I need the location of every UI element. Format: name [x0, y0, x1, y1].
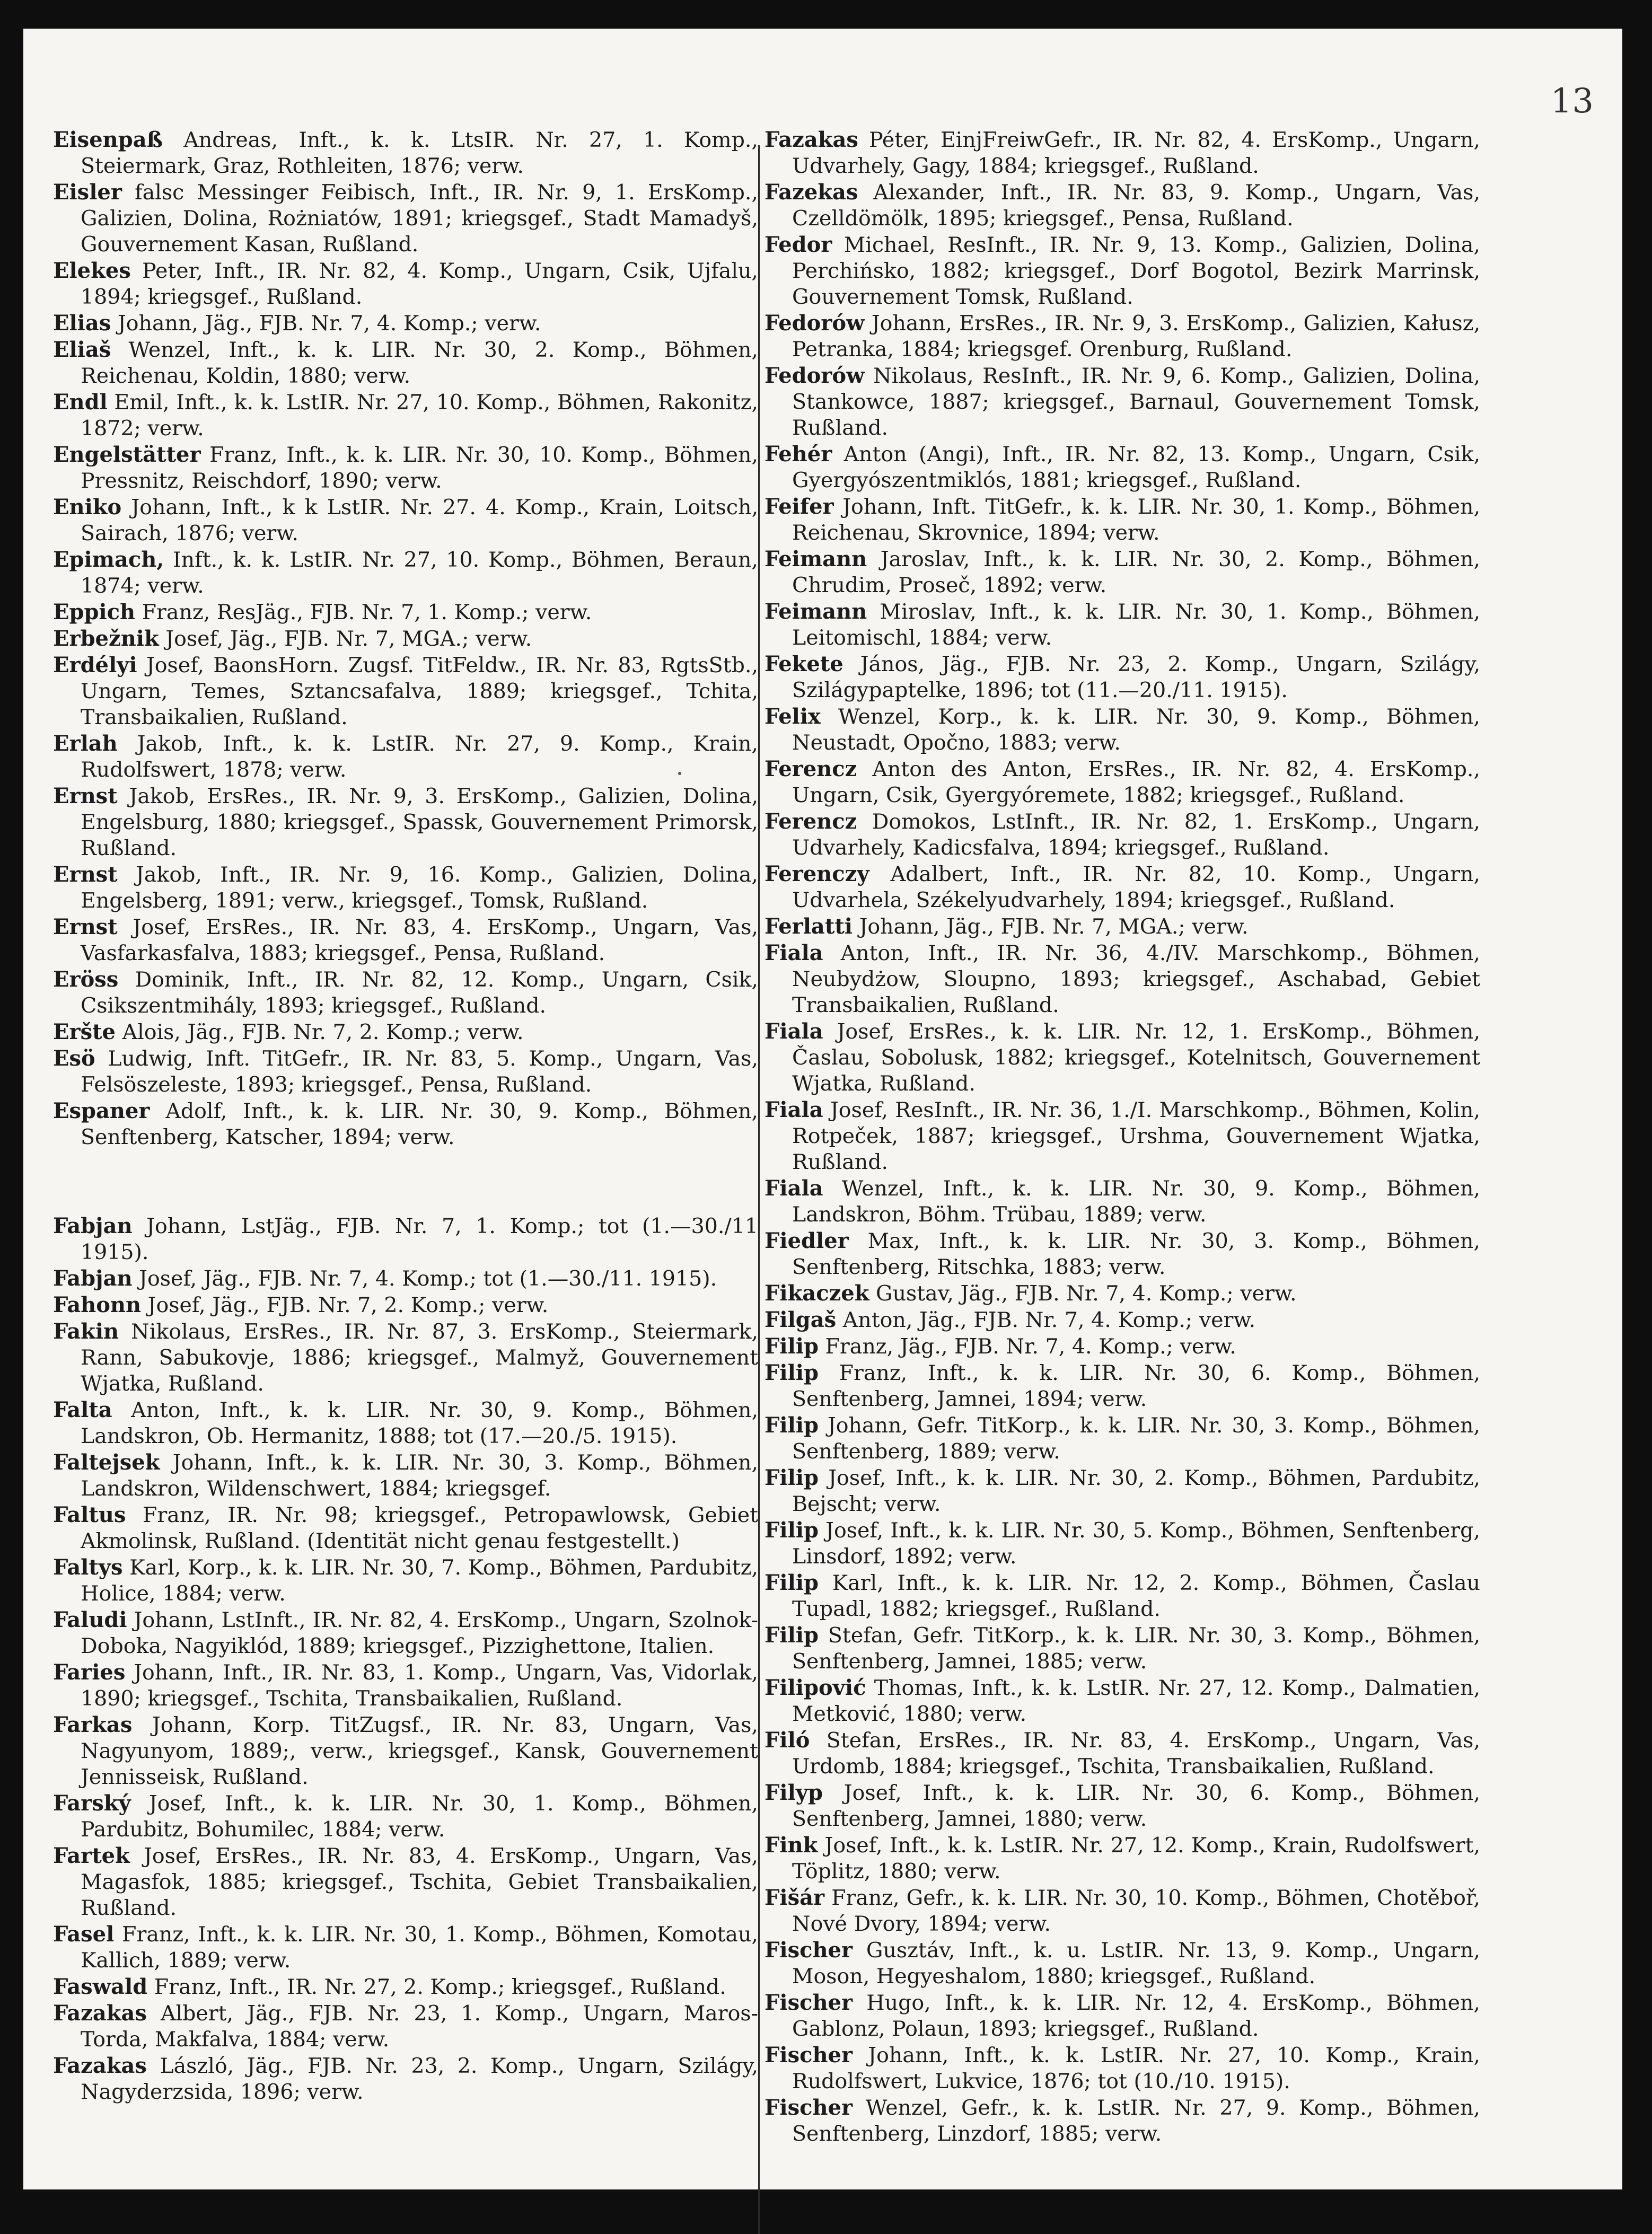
entry-surname: Eršte: [53, 1019, 116, 1044]
entry-surname: Fazekas: [765, 180, 858, 205]
entry-surname: Fazakas: [53, 2053, 147, 2078]
register-entry: [53, 442, 758, 494]
entry-surname: Fink: [765, 1833, 818, 1858]
left-column: [53, 127, 758, 2105]
register-entry: [53, 127, 758, 179]
register-entry: [53, 1213, 758, 1265]
entry-details: Anton des Anton, ErsRes., IR. Nr. 82, 4. ErsKomp., Ungarn, Csik, Gyergyóremete, 1882; kriegsgef., Rußland.: [792, 757, 1480, 807]
entry-details: Anton, Inft., k. k. LIR. Nr. 30, 9. Komp., Böhmen, Landskron, Ob. Hermanitz, 1888; tot (17.—20./5. 1915).: [81, 1398, 758, 1448]
entry-details: Johann, Inft. TitGefr., k. k. LIR. Nr. 30, 1. Komp., Böhmen, Reichenau, Skrovnice, 1894; verw.: [792, 495, 1480, 545]
register-entry: [765, 940, 1480, 1018]
entry-surname: Filip: [765, 1465, 819, 1490]
entry-details: Franz, Gefr., k. k. LIR. Nr. 30, 10. Komp., Böhmen, Chotěboř, Nové Dvory, 1894; verw.: [792, 1886, 1480, 1936]
entry-surname: Faltys: [53, 1555, 123, 1580]
register-entry: [53, 1554, 758, 1607]
register-entry: [53, 337, 758, 389]
entry-surname: Espaner: [53, 1098, 150, 1123]
register-entry: [765, 1990, 1480, 2042]
register-entry: [53, 1502, 758, 1554]
entry-surname: Fazakas: [53, 2001, 147, 2026]
register-entry: [765, 1412, 1480, 1465]
register-entry: [765, 1307, 1480, 1333]
register-entry: [765, 913, 1480, 940]
entry-surname: Farský: [53, 1791, 131, 1816]
entry-details: Michael, ResInft., IR. Nr. 9, 13. Komp., Galizien, Dolina, Perchińsko, 1882; kriegsgef., Dorf Bogotol, Bezirk Marrinsk, Gouvernement Tomsk, Rußland.: [792, 233, 1480, 309]
entry-surname: Falta: [53, 1397, 112, 1422]
entry-surname: Fabjan: [53, 1213, 133, 1238]
entry-details: Wenzel, Korp., k. k. LIR. Nr. 30, 9. Komp., Böhmen, Neustadt, Opočno, 1883; verw.: [792, 705, 1480, 755]
register-entry: [765, 703, 1480, 756]
entry-details: Josef, Inft., k. k. LIR. Nr. 30, 2. Komp., Böhmen, Pardubitz, Bejscht; verw.: [792, 1466, 1480, 1516]
entry-surname: Feimann: [765, 547, 867, 571]
entry-surname: Fischer: [765, 1938, 853, 1963]
register-entry: [765, 441, 1480, 494]
register-entry: [53, 2053, 758, 2105]
entry-surname: Filip: [765, 1518, 819, 1543]
entry-surname: Faludi: [53, 1607, 127, 1632]
register-entry: [765, 127, 1480, 179]
register-entry: [765, 1175, 1480, 1228]
register-entry: [765, 363, 1480, 441]
entry-surname: Fiala: [765, 1019, 823, 1044]
entry-details: Andreas, Inft., k. k. LtsIR. Nr. 27, 1. Komp., Steiermark, Graz, Rothleiten, 1876; verw.: [81, 128, 758, 178]
entry-surname: Faltejsek: [53, 1450, 160, 1475]
register-entry: [765, 2095, 1480, 2147]
register-entry: [765, 1018, 1480, 1097]
register-entry: [53, 1659, 758, 1712]
register-entry: [53, 389, 758, 442]
entry-surname: Felix: [765, 704, 821, 729]
register-entry: [53, 310, 758, 337]
register-entry: [53, 914, 758, 966]
entry-details: Anton, Jäg., FJB. Nr. 7, 4. Komp.; verw.: [842, 1308, 1256, 1332]
register-entry: [53, 783, 758, 861]
entry-surname: Fedor: [765, 232, 832, 257]
entry-details: Josef, ErsRes., k. k. LIR. Nr. 12, 1. ErsKomp., Böhmen, Časlau, Sobolusk, 1882; kriegsgef., Kotelnitsch, Gouvernement Wjatka, Rußland.: [792, 1019, 1480, 1096]
entry-surname: Elias: [53, 311, 111, 336]
entry-surname: Filipović: [765, 1675, 866, 1700]
register-entry: [765, 1333, 1480, 1360]
entry-details: Johann, Inft., k k LstIR. Nr. 27. 4. Komp., Krain, Loitsch, Sairach, 1876; verw.: [81, 495, 758, 546]
column-divider: [758, 145, 760, 2234]
entry-surname: Farkas: [53, 1712, 133, 1737]
entry-surname: Ferlatti: [765, 914, 853, 939]
entry-details: Dominik, Inft., IR. Nr. 82, 12. Komp., Ungarn, Csik, Csikszentmihály, 1893; kriegsgef., Rußland.: [81, 968, 758, 1018]
entry-details: Emil, Inft., k. k. LstIR. Nr. 27, 10. Komp., Böhmen, Rakonitz, 1872; verw.: [81, 390, 758, 441]
register-entry: [53, 599, 758, 626]
entry-details: Franz, Inft., k. k. LIR. Nr. 30, 1. Komp., Böhmen, Komotau, Kallich, 1889; verw.: [81, 1922, 758, 1973]
entry-details: Anton, Inft., IR. Nr. 36, 4./IV. Marschkomp., Böhmen, Neubydżow, Sloupno, 1893; kriegsgef., Aschabad, Gebiet Transbaikalien, Rußland.: [792, 941, 1480, 1017]
register-entry: [53, 1607, 758, 1659]
entry-details: Karl, Inft., k. k. LIR. Nr. 12, 2. Komp., Böhmen, Časlau Tupadl, 1882; kriegsgef., Rußland.: [792, 1571, 1480, 1621]
entry-details: Josef, Jäg., FJB. Nr. 7, 2. Komp.; verw.: [147, 1293, 549, 1317]
entry-surname: Eisenpaß: [53, 127, 163, 152]
register-entry: [765, 599, 1480, 651]
entry-surname: Eppich: [53, 600, 136, 625]
entry-surname: Faries: [53, 1660, 126, 1685]
register-entry: [53, 1019, 758, 1045]
entry-surname: Eniko: [53, 495, 122, 520]
entry-details: László, Jäg., FJB. Nr. 23, 2. Komp., Ungarn, Szilágy, Nagyderzsida, 1896; verw.: [81, 2054, 758, 2104]
register-entry: [53, 2000, 758, 2053]
register-entry: [53, 1712, 758, 1790]
register-entry: [765, 1937, 1480, 1990]
entry-details: Johann, Jäg., FJB. Nr. 7, MGA.; verw.: [859, 914, 1249, 939]
right-column: [765, 127, 1480, 2147]
entry-surname: Faswald: [53, 1974, 148, 1999]
entry-surname: Ernst: [53, 862, 118, 887]
entry-surname: Fischer: [765, 2043, 853, 2068]
entry-surname: Elekes: [53, 258, 131, 283]
register-entry: [53, 1292, 758, 1318]
entry-details: Péter, EinjFreiwGefr., IR. Nr. 82, 4. ErsKomp., Ungarn, Udvarhely, Gagy, 1884; kriegsgef., Rußland.: [792, 128, 1480, 178]
register-entry: [765, 1570, 1480, 1622]
register-entry: [765, 1832, 1480, 1885]
register-entry: [765, 1727, 1480, 1780]
entry-details: Wenzel, Gefr., k. k. LstIR. Nr. 27, 9. Komp., Böhmen, Senftenberg, Linzdorf, 1885; verw.: [792, 2096, 1480, 2146]
entry-surname: Engelstätter: [53, 442, 201, 467]
entry-surname: Fischer: [765, 2095, 853, 2120]
entry-details: Franz, Inft., k. k. LIR. Nr. 30, 6. Komp., Böhmen, Senftenberg, Jamnei, 1894; verw.: [792, 1361, 1481, 1411]
entry-details: Nikolaus, ResInft., IR. Nr. 9, 6. Komp., Galizien, Dolina, Stankowce, 1887; kriegsgef., Barnaul, Gouvernement Tomsk, Rußland.: [792, 364, 1481, 440]
entry-surname: Erlah: [53, 731, 118, 756]
register-entry: [765, 1097, 1480, 1175]
entry-surname: Erdélyi: [53, 653, 137, 678]
entry-details: Alexander, Inft., IR. Nr. 83, 9. Komp., Ungarn, Vas, Czelldömölk, 1895; kriegsgef., Pensa, Rußland.: [792, 180, 1480, 231]
register-entry: [765, 808, 1480, 861]
entry-surname: Fehér: [765, 442, 832, 467]
entry-details: Franz, Inft., k. k. LIR. Nr. 30, 10. Komp., Böhmen, Pressnitz, Reischdorf, 1890; verw.: [81, 443, 758, 493]
register-entry: [53, 547, 758, 599]
entry-surname: Feifer: [765, 494, 834, 519]
entry-details: Josef, BaonsHorn. Zugsf. TitFeldw., IR. Nr. 83, RgtsStb., Ungarn, Temes, Sztancsafalva, 1889; kriegsgef., Tchita, Transbaikalien, Rußland.: [81, 653, 758, 729]
entry-details: Gustav, Jäg., FJB. Nr. 7, 4. Komp.; verw.: [876, 1281, 1297, 1306]
entry-surname: Filip: [765, 1570, 819, 1595]
register-entry: [765, 179, 1480, 232]
entry-surname: Fedorów: [765, 311, 865, 336]
entry-surname: Feimann: [765, 599, 867, 624]
entry-details: Stefan, Gefr. TitKorp., k. k. LIR. Nr. 30, 3. Komp., Böhmen, Senftenberg, Jamnei, 1885; verw.: [792, 1623, 1481, 1674]
register-entry: [53, 652, 758, 731]
entry-details: Gusztáv, Inft., k. u. LstIR. Nr. 13, 9. Komp., Ungarn, Moson, Hegyeshalom, 1880; kriegsgef., Rußland.: [792, 1938, 1480, 1989]
entry-details: Karl, Korp., k. k. LIR. Nr. 30, 7. Komp., Böhmen, Pardubitz, Holice, 1884; verw.: [81, 1555, 758, 1606]
entry-surname: Ferencz: [765, 809, 857, 834]
register-entry: [765, 651, 1480, 703]
register-entry: [765, 1675, 1480, 1727]
entry-surname: Filip: [765, 1334, 819, 1359]
register-entry: [765, 756, 1480, 808]
entry-surname: Fikaczek: [765, 1281, 869, 1306]
entry-surname: Eliaš: [53, 337, 111, 362]
register-entry: [53, 1449, 758, 1502]
register-entry: [765, 1465, 1480, 1517]
entry-details: Johann, Gefr. TitKorp., k. k. LIR. Nr. 30, 3. Komp., Böhmen, Senftenberg, 1889; verw.: [792, 1413, 1481, 1464]
entry-details: Josef, Inft., k. k. LstIR. Nr. 27, 12. Komp., Krain, Rudolfswert, Töplitz, 1880; verw.: [792, 1833, 1480, 1884]
entry-surname: Endl: [53, 390, 108, 415]
entry-details: Ludwig, Inft. TitGefr., IR. Nr. 83, 5. Komp., Ungarn, Vas, Felsöszeleste, 1893; kriegsgef., Pensa, Rußland.: [81, 1046, 758, 1097]
entry-surname: Filip: [765, 1623, 819, 1648]
entry-surname: Filyp: [765, 1780, 823, 1805]
entry-surname: Ferenczy: [765, 861, 869, 886]
entry-details: Jakob, Inft., k. k. LstIR. Nr. 27, 9. Komp., Krain, Rudolfswert, 1878; verw.: [81, 732, 758, 782]
entry-details: Anton (Angi), Inft., IR. Nr. 82, 13. Komp., Ungarn, Csik, Gyergyószentmiklós, 1881; kriegsgef., Rußland.: [792, 442, 1480, 492]
entry-details: Josef, Jäg., FJB. Nr. 7, MGA.; verw.: [165, 627, 532, 651]
entry-details: Nikolaus, ErsRes., IR. Nr. 87, 3. ErsKomp., Steiermark, Rann, Sabukovje, 1886; kriegsgef., Malmyž, Gouvernement Wjatka, Rußland.: [81, 1320, 759, 1396]
section-gap: [53, 1150, 758, 1213]
entry-surname: Ernst: [53, 784, 118, 808]
entry-details: Johann, LstInft., IR. Nr. 82, 4. ErsKomp., Ungarn, Szolnok-Doboka, Nagyiklód, 1889; kriegsgef., Pizzighettone, Italien.: [81, 1608, 758, 1658]
register-entry: [53, 1045, 758, 1098]
entry-details: János, Jäg., FJB. Nr. 23, 2. Komp., Ungarn, Szilágy, Szilágypaptelke, 1896; tot (11.—20./11. 1915).: [792, 652, 1480, 702]
register-entry: [53, 1921, 758, 1974]
page-number: 13: [1550, 82, 1594, 121]
entry-surname: Ferencz: [765, 757, 857, 781]
register-entry: [53, 966, 758, 1019]
entry-details: Josef, Inft., k. k. LIR. Nr. 30, 5. Komp., Böhmen, Senftenberg, Linsdorf, 1892; verw.: [792, 1518, 1480, 1569]
register-entry: [53, 626, 758, 652]
entry-surname: Faltus: [53, 1502, 126, 1527]
register-entry: [765, 1228, 1480, 1280]
register-entry: [53, 258, 758, 310]
register-entry: [765, 1280, 1480, 1307]
entry-details: Josef, ErsRes., IR. Nr. 83, 4. ErsKomp., Ungarn, Vas, Magasfok, 1885; kriegsgef., Tschita, Gebiet Transbaikalien, Rußland.: [81, 1844, 758, 1920]
entry-surname: Filip: [765, 1360, 819, 1385]
entry-details: Miroslav, Inft., k. k. LIR. Nr. 30, 1. Komp., Böhmen, Leitomischl, 1884; verw.: [792, 600, 1481, 650]
entry-surname: Fischer: [765, 1990, 853, 2015]
entry-details: Thomas, Inft., k. k. LstIR. Nr. 27, 12. Komp., Dalmatien, Metković, 1880; verw.: [792, 1676, 1481, 1726]
entry-details: falsc Messinger Feibisch, Inft., IR. Nr. 9, 1. ErsKomp., Galizien, Dolina, Rożniatów, 1891; kriegsgef., Stadt Mamadyš, Gouvernement Kasan, Rußland.: [81, 180, 758, 257]
entry-surname: Esö: [53, 1046, 95, 1071]
entry-surname: Fiala: [765, 1097, 823, 1122]
register-entry: [765, 1360, 1480, 1412]
entry-details: Josef, Inft., k. k. LIR. Nr. 30, 6. Komp., Böhmen, Senftenberg, Jamnei, 1880; verw.: [792, 1781, 1480, 1831]
book-page: [23, 29, 1622, 2189]
entry-details: Johann, Korp. TitZugsf., IR. Nr. 83, Ungarn, Vas, Nagyunyom, 1889;, verw., kriegsgef., Kansk, Gouvernement Jennisseisk, Rußland.: [81, 1713, 758, 1789]
register-entry: [53, 1397, 758, 1449]
register-entry: [53, 1843, 758, 1921]
entry-details: Josef, ErsRes., IR. Nr. 83, 4. ErsKomp., Ungarn, Vas, Vasfarkasfalva, 1883; kriegsgef., Pensa, Rußland.: [81, 915, 758, 965]
entry-details: Johann, Inft., k. k. LstIR. Nr. 27, 10. Komp., Krain, Rudolfswert, Lukvice, 1876; tot (10./10. 1915).: [792, 2043, 1480, 2094]
entry-surname: Erbežnik: [53, 626, 159, 651]
entry-details: Stefan, ErsRes., IR. Nr. 83, 4. ErsKomp., Ungarn, Vas, Urdomb, 1884; kriegsgef., Tschita, Transbaikalien, Rußland.: [792, 1728, 1481, 1779]
entry-details: Alois, Jäg., FJB. Nr. 7, 2. Komp.; verw.: [122, 1020, 524, 1044]
register-entry: [765, 546, 1480, 599]
entry-surname: Ernst: [53, 914, 118, 939]
entry-surname: Fedorów: [765, 363, 865, 388]
register-entry: [765, 1517, 1480, 1570]
entry-details: Hugo, Inft., k. k. LIR. Nr. 12, 4. ErsKomp., Böhmen, Gablonz, Polaun, 1893; kriegsgef., Rußland.: [792, 1991, 1480, 2041]
entry-surname: Fabjan: [53, 1266, 133, 1291]
register-entry: [765, 1780, 1480, 1832]
entry-details: Josef, Inft., k. k. LIR. Nr. 30, 1. Komp., Böhmen, Pardubitz, Bohumilec, 1884; verw.: [81, 1791, 758, 1842]
ink-speck: [678, 772, 681, 775]
register-entry: [53, 861, 758, 914]
register-entry: [765, 310, 1480, 363]
entry-surname: Fakin: [53, 1319, 119, 1344]
register-entry: [765, 1885, 1480, 1937]
entry-surname: Fiala: [765, 940, 823, 965]
entry-details: Albert, Jäg., FJB. Nr. 23, 1. Komp., Ungarn, Maros-Torda, Makfalva, 1884; verw.: [81, 2001, 758, 2052]
register-entry: [53, 1790, 758, 1843]
entry-details: Domokos, LstInft., IR. Nr. 82, 1. ErsKomp., Ungarn, Udvarhely, Kadicsfalva, 1894; kriegsgef., Rußland.: [792, 810, 1480, 860]
entry-details: Jakob, ErsRes., IR. Nr. 9, 3. ErsKomp., Galizien, Dolina, Engelsburg, 1880; kriegsgef., Spassk, Gouvernement Primorsk, Rußland.: [81, 784, 759, 860]
register-entry: [53, 1265, 758, 1292]
entry-details: Johann, LstJäg., FJB. Nr. 7, 1. Komp.; tot (1.—30./11 1915).: [81, 1214, 758, 1264]
entry-details: Johann, Jäg., FJB. Nr. 7, 4. Komp.; verw.: [117, 311, 541, 336]
register-entry: [53, 494, 758, 547]
entry-details: Johann, Inft., IR. Nr. 83, 1. Komp., Ungarn, Vas, Vidorlak, 1890; kriegsgef., Tschita, Transbaikalien, Rußland.: [81, 1660, 758, 1711]
register-entry: [53, 179, 758, 258]
entry-surname: Fasel: [53, 1922, 115, 1947]
entry-surname: Fiedler: [765, 1228, 849, 1253]
register-entry: [53, 1318, 758, 1397]
entry-surname: Eisler: [53, 180, 122, 205]
entry-details: Franz, ResJäg., FJB. Nr. 7, 1. Komp.; verw.: [142, 600, 592, 625]
entry-details: Franz, Inft., IR. Nr. 27, 2. Komp.; kriegsgef., Rußland.: [154, 1975, 726, 1999]
register-entry: [765, 2042, 1480, 2095]
register-entry: [765, 232, 1480, 310]
register-entry: [765, 1622, 1480, 1675]
entry-surname: Filó: [765, 1728, 810, 1753]
entry-surname: Fekete: [765, 652, 843, 676]
entry-surname: Fazakas: [765, 127, 858, 152]
entry-details: Franz, IR. Nr. 98; kriegsgef., Petropawlowsk, Gebiet Akmolinsk, Rußland. (Identität nicht genau festgestellt.): [81, 1503, 758, 1553]
entry-details: Max, Inft., k. k. LIR. Nr. 30, 3. Komp., Böhmen, Senftenberg, Ritschka, 1883; verw.: [792, 1229, 1480, 1279]
entry-surname: Fišár: [765, 1885, 825, 1910]
entry-details: Adolf, Inft., k. k. LIR. Nr. 30, 9. Komp., Böhmen, Senftenberg, Katscher, 1894; verw.: [81, 1099, 758, 1149]
entry-surname: Fahonn: [53, 1292, 142, 1317]
entry-details: Adalbert, Inft., IR. Nr. 82, 10. Komp., Ungarn, Udvarhela, Székelyudvarhely, 1894; kriegsgef., Rußland.: [792, 862, 1480, 912]
entry-details: Peter, Inft., IR. Nr. 82, 4. Komp., Ungarn, Csik, Ujfalu, 1894; kriegsgef., Rußland.: [81, 259, 758, 309]
entry-details: Josef, ResInft., IR. Nr. 36, 1./I. Marschkomp., Böhmen, Kolin, Rotpeček, 1887; kriegsgef., Urshma, Gouvernement Wjatka, Rußland.: [792, 1098, 1480, 1174]
entry-details: Franz, Jäg., FJB. Nr. 7, 4. Komp.; verw.: [825, 1334, 1236, 1359]
entry-details: Johann, ErsRes., IR. Nr. 9, 3. ErsKomp., Galizien, Kałusz, Petranka, 1884; kriegsgef. Orenburg, Rußland.: [792, 311, 1481, 362]
entry-details: Josef, Jäg., FJB. Nr. 7, 4. Komp.; tot (1.—30./11. 1915).: [139, 1266, 717, 1291]
entry-surname: Filip: [765, 1413, 819, 1438]
entry-surname: Epimach,: [53, 547, 164, 572]
register-entry: [53, 731, 758, 783]
register-entry: [765, 861, 1480, 913]
entry-details: Wenzel, Inft., k. k. LIR. Nr. 30, 2. Komp., Böhmen, Reichenau, Koldin, 1880; verw.: [81, 338, 758, 388]
entry-details: Johann, Inft., k. k. LIR. Nr. 30, 3. Komp., Böhmen, Landskron, Wildenschwert, 1884; kriegsgef.: [81, 1450, 758, 1501]
register-entry: [765, 494, 1480, 546]
entry-details: Inft., k. k. LstIR. Nr. 27, 10. Komp., Böhmen, Beraun, 1874; verw.: [81, 548, 758, 598]
register-entry: [53, 1098, 758, 1150]
entry-surname: Fartek: [53, 1843, 130, 1868]
entry-surname: Eröss: [53, 967, 119, 992]
entry-surname: Fiala: [765, 1176, 823, 1201]
entry-details: Jakob, Inft., IR. Nr. 9, 16. Komp., Galizien, Dolina, Engelsberg, 1891; verw., kriegsgef., Tomsk, Rußland.: [81, 863, 758, 913]
entry-details: Jaroslav, Inft., k. k. LIR. Nr. 30, 2. Komp., Böhmen, Chrudim, Proseč, 1892; verw.: [792, 547, 1480, 597]
entry-details: Wenzel, Inft., k. k. LIR. Nr. 30, 9. Komp., Böhmen, Landskron, Böhm. Trübau, 1889; verw.: [792, 1176, 1480, 1227]
entry-surname: Filgaš: [765, 1307, 837, 1332]
register-entry: [53, 1974, 758, 2000]
